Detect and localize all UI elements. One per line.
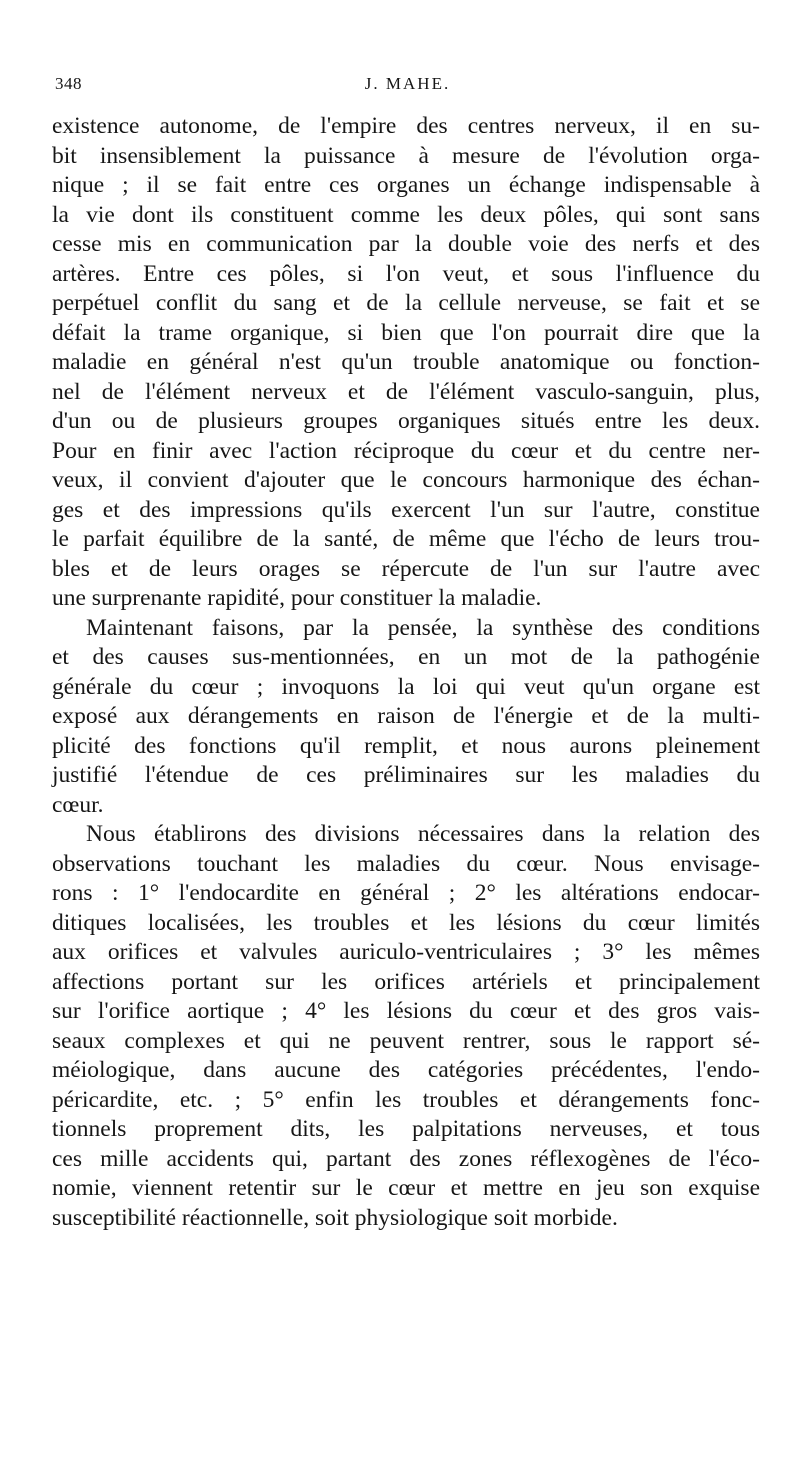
text-line: sur l'orifice aortique ; 4° les lésions du cœur et des gros vais-	[52, 998, 760, 1024]
text-line: cesse mis en communication par la double voie des nerfs et des	[52, 231, 760, 257]
text-line: observations touchant les maladies du cœur. Nous envisage-	[52, 850, 760, 877]
text-line: défait la trame organique, si bien que l'on pourrait dire que la	[52, 319, 760, 346]
paragraph	[52, 820, 760, 1233]
text-line: ditiques localisées, les troubles et les lésions du cœur limités	[52, 909, 760, 936]
text-line: justifié l'étendue de ces préliminaires sur les maladies du	[52, 762, 760, 788]
paragraph	[52, 614, 760, 821]
text-line: exposé aux dérangements en raison de l'énergie et de la multi-	[52, 703, 760, 729]
text-line: affections portant sur les orifices artériels et principalement	[52, 968, 760, 995]
body-text	[52, 112, 760, 1233]
text-line: Pour en finir avec l'action réciproque du cœur et du centre ner-	[52, 437, 760, 464]
text-line: ces mille accidents qui, partant des zones réflexogènes de l'éco-	[52, 1145, 760, 1172]
text-line: maladie en général n'est qu'un trouble anatomique ou fonction-	[52, 349, 760, 375]
text-line: artères. Entre ces pôles, si l'on veut, et sous l'influence du	[52, 260, 760, 287]
text-line: rons : 1° l'endocardite en général ; 2° les altérations endocar-	[52, 880, 760, 906]
text-line: bit insensiblement la puissance à mesure de l'évolution orga-	[52, 142, 760, 169]
text-line: perpétuel conflit du sang et de la cellule nerveuse, se fait et se	[52, 290, 760, 316]
text-line: existence autonome, de l'empire des centres nerveux, il en su-	[52, 113, 760, 139]
text-line: Maintenant faisons, par la pensée, la synthèse des conditions	[86, 614, 760, 641]
text-line: nel de l'élément nerveux et de l'élément vasculo-sanguin, plus,	[52, 378, 760, 405]
text-line: plicité des fonctions qu'il remplit, et nous aurons pleinement	[52, 732, 760, 759]
text-line: susceptibilité réactionnelle, soit physiologique soit morbide.	[52, 1204, 618, 1231]
text-line: d'un ou de plusieurs groupes organiques situés entre les deux.	[52, 408, 760, 434]
text-line: aux orifices et valvules auriculo-ventriculaires ; 3° les mêmes	[52, 939, 760, 965]
text-line: et des causes sus-mentionnées, en un mot de la pathogénie	[52, 644, 760, 670]
text-line: le parfait équilibre de la santé, de même que l'écho de leurs trou-	[52, 526, 760, 552]
text-line: nique ; il se fait entre ces organes un échange indispensable à	[52, 172, 760, 198]
page-number: 348	[55, 74, 82, 93]
text-line: Nous établirons des divisions nécessaires dans la relation des	[86, 821, 760, 847]
text-line: la vie dont ils constituent comme les deux pôles, qui sont sans	[52, 201, 760, 228]
text-line: méiologique, dans aucune des catégories précédentes, l'endo-	[52, 1057, 760, 1083]
text-line: péricardite, etc. ; 5° enfin les troubles et dérangements fonc-	[52, 1086, 760, 1113]
text-line: bles et de leurs orages se répercute de l'un sur l'autre avec	[52, 555, 760, 582]
text-line: nomie, viennent retentir sur le cœur et mettre en jeu son exquise	[52, 1175, 760, 1201]
running-title-author: J. MAHE.	[364, 74, 451, 93]
text-line: cœur.	[52, 791, 104, 818]
text-line: veux, il convient d'ajouter que le concours harmonique des échan-	[52, 467, 760, 493]
text-line: tionnels proprement dits, les palpitations nerveuses, et tous	[52, 1116, 760, 1142]
text-line: seaux complexes et qui ne peuvent rentrer, sous le rapport sé-	[52, 1027, 760, 1054]
running-header	[55, 74, 760, 102]
paragraph	[52, 112, 760, 614]
text-line: une surprenante rapidité, pour constituer la maladie.	[52, 585, 542, 611]
text-line: générale du cœur ; invoquons la loi qui veut qu'un organe est	[52, 673, 760, 700]
text-line: ges et des impressions qu'ils exercent l'un sur l'autre, constitue	[52, 496, 760, 523]
